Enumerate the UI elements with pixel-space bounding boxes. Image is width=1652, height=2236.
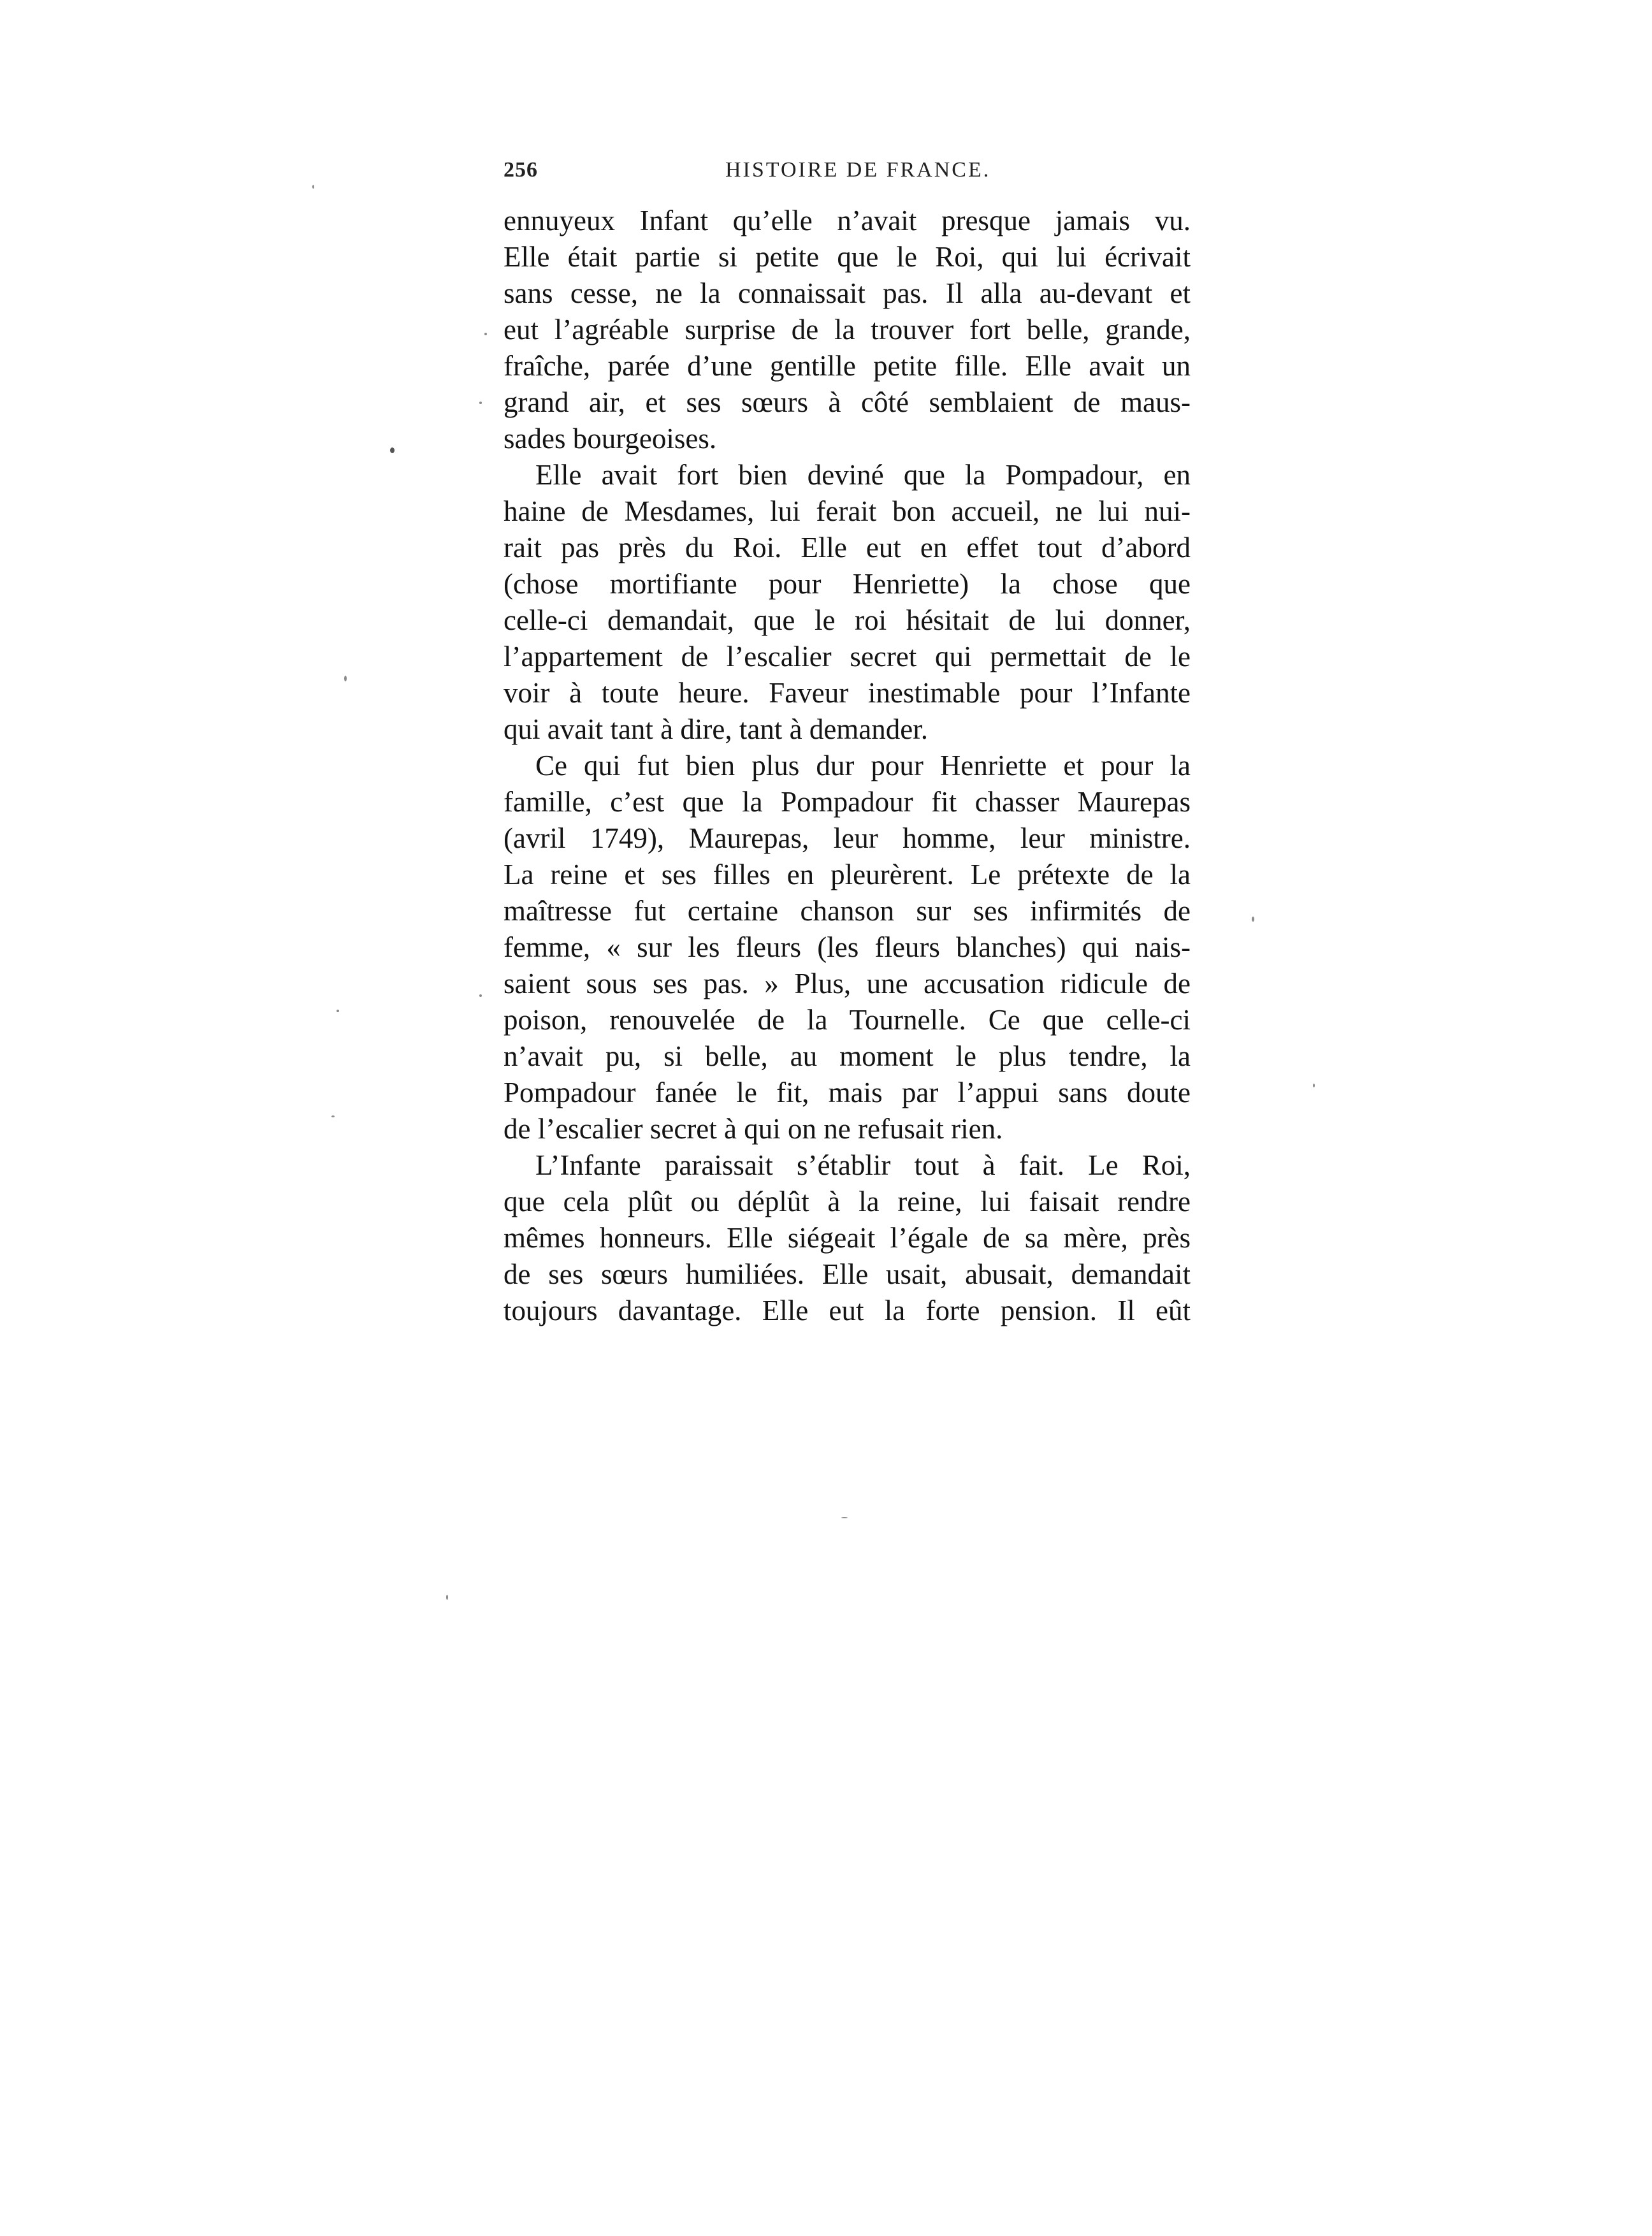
text-line: grand air, et ses sœurs à côté semblaient de maus- — [504, 386, 1191, 418]
text-line: Ce qui fut bien plus dur pour Henriette et pour la — [535, 750, 1191, 781]
scan-speck — [1313, 1084, 1315, 1087]
text-line: qui avait tant à dire, tant à demander. — [504, 713, 928, 745]
text-line: Pompadour fanée le fit, mais par l’appui sans doute — [504, 1077, 1191, 1108]
text-line: Elle était partie si petite que le Roi, qui lui écrivait — [504, 241, 1191, 273]
text-line: haine de Mesdames, lui ferait bon accueil, ne lui nui- — [504, 495, 1191, 527]
text-line: l’appartement de l’escalier secret qui permettait de le — [504, 641, 1191, 672]
scan-speck — [331, 1115, 335, 1117]
scan-speck — [479, 402, 482, 404]
text-line: maîtresse fut certaine chanson sur ses infirmités de — [504, 895, 1191, 927]
scan-speck — [312, 185, 314, 189]
text-line: n’avait pu, si belle, au moment le plus tendre, la — [504, 1040, 1191, 1072]
text-line: ennuyeux Infant qu’elle n’avait presque jamais vu. — [504, 205, 1191, 236]
text-line: fraîche, parée d’une gentille petite fille. Elle avait un — [504, 350, 1191, 382]
scan-speck — [484, 333, 487, 335]
scan-speck — [337, 1010, 339, 1012]
running-head — [504, 158, 1166, 189]
text-line: La reine et ses filles en pleurèrent. Le prétexte de la — [504, 859, 1191, 890]
page-number: 256 — [504, 158, 538, 182]
scan-speck — [390, 447, 395, 453]
text-line: famille, c’est que la Pompadour fit chasser Maurepas — [504, 786, 1191, 818]
scan-speck — [841, 1517, 848, 1518]
text-line: poison, renouvelée de la Tournelle. Ce que celle-ci — [504, 1004, 1191, 1036]
text-line: celle-ci demandait, que le roi hésitait de lui donner, — [504, 604, 1191, 636]
text-line: (chose mortifiante pour Henriette) la chose que — [504, 568, 1191, 600]
text-line: que cela plût ou déplût à la reine, lui faisait rendre — [504, 1186, 1191, 1217]
text-line: saient sous ses pas. » Plus, une accusation ridicule de — [504, 968, 1191, 999]
text-line: sans cesse, ne la connaissait pas. Il alla au-devant et — [504, 277, 1191, 309]
scan-speck — [446, 1595, 448, 1600]
text-line: sades bourgeoises. — [504, 423, 717, 454]
text-line: de l’escalier secret à qui on ne refusait rien. — [504, 1113, 1003, 1145]
running-title: HISTOIRE DE FRANCE. — [725, 158, 991, 182]
scan-speck — [479, 994, 482, 997]
text-line: femme, « sur les fleurs (les fleurs blanches) qui nais- — [504, 931, 1191, 963]
text-line: de ses sœurs humiliées. Elle usait, abusait, demandait — [504, 1258, 1191, 1290]
text-line: toujours davantage. Elle eut la forte pension. Il eût — [504, 1295, 1191, 1326]
text-line: mêmes honneurs. Elle siégeait l’égale de sa mère, près — [504, 1222, 1191, 1254]
text-line: rait pas près du Roi. Elle eut en effet tout d’abord — [504, 532, 1191, 563]
scan-speck — [1252, 917, 1254, 922]
scan-speck — [344, 676, 347, 681]
body-text — [504, 203, 1191, 1329]
text-line: L’Infante paraissait s’établir tout à fait. Le Roi, — [535, 1149, 1191, 1181]
text-line: eut l’agréable surprise de la trouver fort belle, grande, — [504, 314, 1191, 345]
text-line: voir à toute heure. Faveur inestimable pour l’Infante — [504, 677, 1191, 709]
text-line: (avril 1749), Maurepas, leur homme, leur ministre. — [504, 822, 1191, 854]
text-line: Elle avait fort bien deviné que la Pompadour, en — [535, 459, 1191, 491]
